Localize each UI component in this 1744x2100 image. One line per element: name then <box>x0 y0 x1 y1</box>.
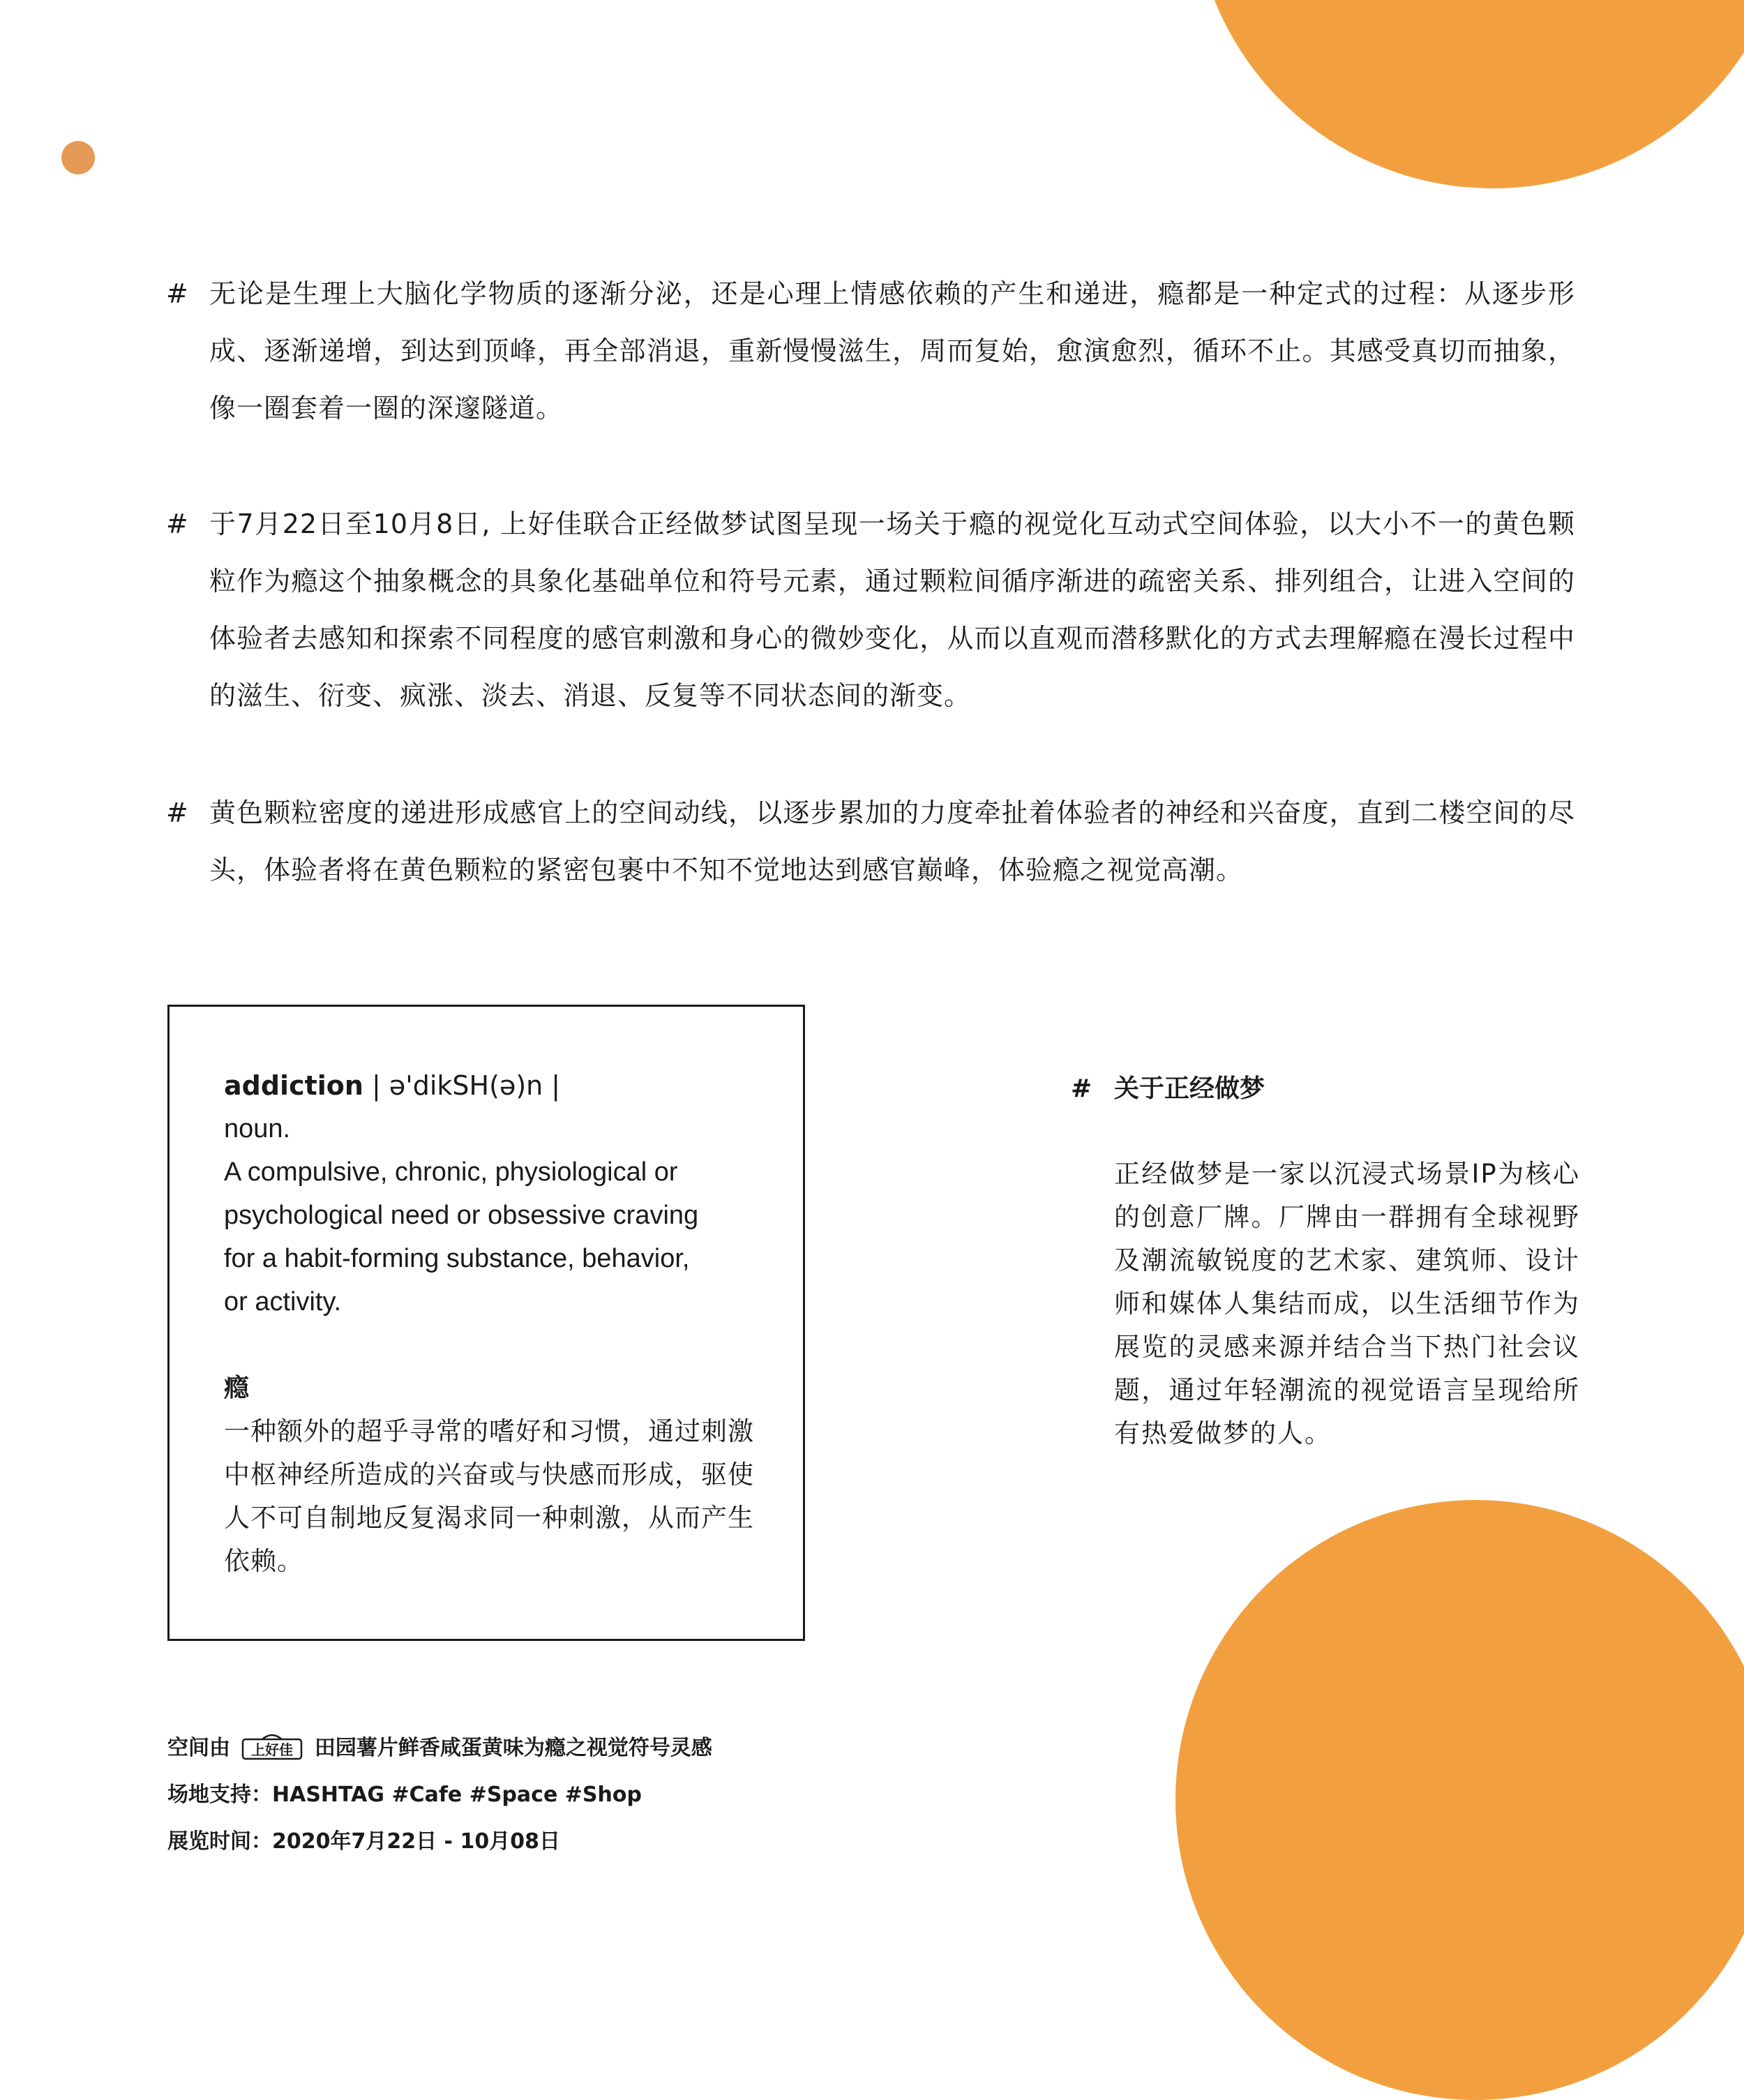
definition-zh-line: 人不可自制地反复渴求同一种刺激，从而产生 <box>224 1503 754 1533</box>
brand-logo-text: 上好佳 <box>251 1741 294 1758</box>
footer-suffix: 田园薯片鲜香咸蛋黄味为瘾之视觉符号灵感 <box>314 1736 712 1760</box>
definition-zh-line: 依赖。 <box>224 1546 303 1576</box>
hash-bullet: # <box>1071 1074 1092 1103</box>
definition-part-of-speech: noun. <box>224 1114 291 1143</box>
definition-word: addiction <box>224 1070 363 1101</box>
definition-content <box>224 1064 775 1583</box>
footer-venue-line: 场地支持：HASHTAG #Cafe #Space #Shop <box>167 1783 642 1807</box>
definition-en-line: A compulsive, chronic, physiological or <box>224 1157 678 1187</box>
hash-bullet: # <box>166 509 188 539</box>
definition-pronunciation: | ə'dikSH(ə)n | <box>363 1070 561 1101</box>
brand-logo <box>241 1730 303 1760</box>
definition-zh-word: 瘾 <box>224 1374 250 1402</box>
intro-paragraph-1 <box>166 265 1575 437</box>
paragraph-text: 黄色颗粒密度的递进形成感官上的空间动线，以逐步累加的力度牵扯着体验者的神经和兴奋度，直到二楼空间的尽头，体验者将在黄色颗粒的紧密包裹中不知不觉地达到感官巅峰，体验瘾之视觉高潮。 <box>209 797 1575 885</box>
definition-zh-line: 一种额外的超乎寻常的嗜好和习惯，通过刺激 <box>224 1416 754 1446</box>
footer-prefix: 空间由 <box>167 1736 230 1760</box>
definition-en-line: psychological need or obsessive craving <box>224 1201 699 1230</box>
decor-dot <box>61 141 95 174</box>
paragraph-text: 于7月22日至10月8日, 上好佳联合正经做梦试图呈现一场关于瘾的视觉化互动式空间体验，以大小不一的黄色颗粒作为瘾这个抽象概念的具象化基础单位和符号元素，通过颗粒间循序渐进的疏密关系、排列组合，让进入空间的体验者去感知和探索不同程度的感官刺激和身心的微妙变化，从而以直观而潜移默化的方式去理解瘾在漫长过程中的滋生、衍变、疯涨、淡去、消退、反复等不同状态间的渐变。 <box>209 509 1575 711</box>
definition-zh-line: 中枢神经所造成的兴奋或与快感而形成，驱使 <box>224 1460 754 1490</box>
intro-paragraph-3 <box>166 784 1575 899</box>
footer-date-line: 展览时间：2020年7月22日 - 10月08日 <box>167 1829 560 1854</box>
definition-box <box>167 1005 805 1641</box>
footer-credits <box>167 1725 712 1865</box>
footer-inspiration-line <box>167 1725 712 1771</box>
about-body: 正经做梦是一家以沉浸式场景IP为核心的创意厂牌。厂牌由一群拥有全球视野及潮流敏锐度的艺术家、建筑师、设计师和媒体人集结而成，以生活细节作为展览的灵感来源并结合当下热门社会议题，通过年轻潮流的视觉语言呈现给所有热爱做梦的人。 <box>1114 1159 1580 1448</box>
paragraph-text: 无论是生理上大脑化学物质的逐渐分泌，还是心理上情感依赖的产生和递进，瘾都是一种定式的过程：从逐步形成、逐渐递增，到达到顶峰，再全部消退，重新慢慢滋生，周而复始，愈演愈烈，循环不止。其感受真切而抽象，像一圈套着一圈的深邃隧道。 <box>209 278 1575 423</box>
hash-bullet: # <box>166 797 188 828</box>
about-section <box>1071 1067 1580 1455</box>
definition-en-line: or activity. <box>224 1287 342 1317</box>
definition-headword-line <box>224 1064 775 1107</box>
decor-circle-top-right <box>1193 0 1744 188</box>
intro-paragraph-2 <box>166 495 1575 724</box>
decor-circle-bottom-right <box>1175 1500 1744 2100</box>
about-title: 关于正经做梦 <box>1114 1074 1265 1103</box>
definition-en-line: for a habit-forming substance, behavior, <box>224 1244 690 1273</box>
hash-bullet: # <box>166 278 188 309</box>
